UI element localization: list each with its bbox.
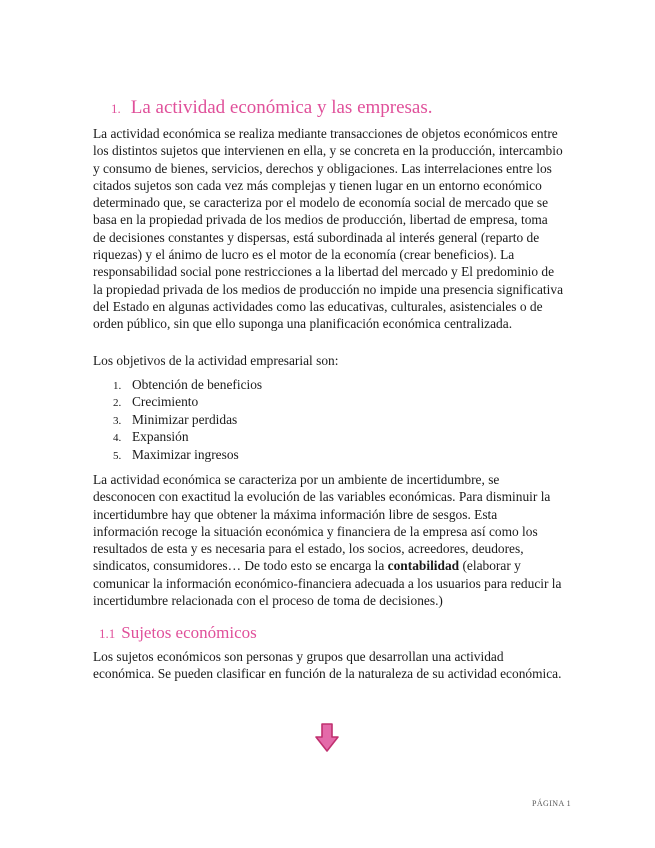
section-1-heading xyxy=(111,96,433,121)
intro-paragraph: La actividad económica se realiza mediante transacciones de objetos económicos entre los distintos sujetos que intervienen en ella, y se concreta en la producción, intercambio y consumo de bienes, servicios, derechos y obligaciones. Las interrelaciones entre los citados sujetos son cada vez más complejas y tienen lugar en un entorno económico determinado que, se caracteriza por el modelo de economía social de mercado que se basa en la propiedad privada de los medios de producción, libertad de empresa, toma de decisiones constantes y dispersas, está subordinada al interés general (reparto de riquezas) y el ánimo de lucro es el motor de la economía (crear beneficios). La responsabilidad social pone restricciones a la libertad del mercado y El predominio de la propiedad privada de los medios de producción no impide una presencia significativa del Estado en algunas actividades como las educativas, culturales, asistenciales o de orden público, sin que ello suponga una planificación económica centralizada. xyxy=(93,126,564,332)
list-item-text: Maximizar ingresos xyxy=(132,446,239,462)
list-item-text: Obtención de beneficios xyxy=(132,377,263,392)
list-item xyxy=(113,376,262,393)
subjects-paragraph: Los sujetos económicos son personas y grupos que desarrollan una actividad económica. Se pueden clasificar en función de la naturaleza de su actividad económica. xyxy=(93,649,562,682)
section-1-title: La actividad económica y las empresas. xyxy=(130,97,433,118)
uncertainty-text-start: La actividad económica se caracteriza por un ambiente de incertidumbre, se desconocen con exactitud la evolución de las variables económicas. Para disminuir la incertidumbre hay que obtener la máxima información libre de sesgos. Esta información recoge la situación económica y financiera de la empresa así como los resultados de esta y es necesaria para el estado, los socios, acreedores, deudores, sindicatos, consumidores… De todo esto se encarga la xyxy=(93,472,551,574)
section-1-number: 1. xyxy=(111,101,121,116)
list-item xyxy=(113,428,262,445)
section-1-1-number: 1.1 xyxy=(99,626,116,641)
section-1-1-title: Sujetos económicos xyxy=(121,623,257,642)
objectives-list xyxy=(113,376,262,463)
list-item-number: 2. xyxy=(113,397,122,410)
list-item-number: 4. xyxy=(113,432,122,445)
list-item-number: 5. xyxy=(113,449,122,462)
list-item xyxy=(113,411,262,428)
objectives-intro: Los objetivos de la actividad empresarial son: xyxy=(93,353,339,368)
list-item-number: 1. xyxy=(113,380,122,392)
down-arrow-icon xyxy=(314,723,340,753)
list-item-text: Crecimiento xyxy=(132,394,199,410)
list-item-text: Minimizar perdidas xyxy=(132,411,238,427)
page-number: PÁGINA 1 xyxy=(532,799,571,808)
uncertainty-text-end: (elaborar y comunicar la información económico-financiera adecuada a los usuarios para reducir la incertidumbre relacionada con el proceso de toma de decisiones.) xyxy=(93,558,562,609)
list-item xyxy=(113,446,262,463)
list-item-text: Expansión xyxy=(132,429,189,445)
section-1-1-heading xyxy=(99,622,257,645)
list-item xyxy=(113,393,262,410)
contabilidad-term: contabilidad xyxy=(387,558,460,574)
uncertainty-paragraph xyxy=(93,471,563,609)
list-item-number: 3. xyxy=(113,414,122,427)
